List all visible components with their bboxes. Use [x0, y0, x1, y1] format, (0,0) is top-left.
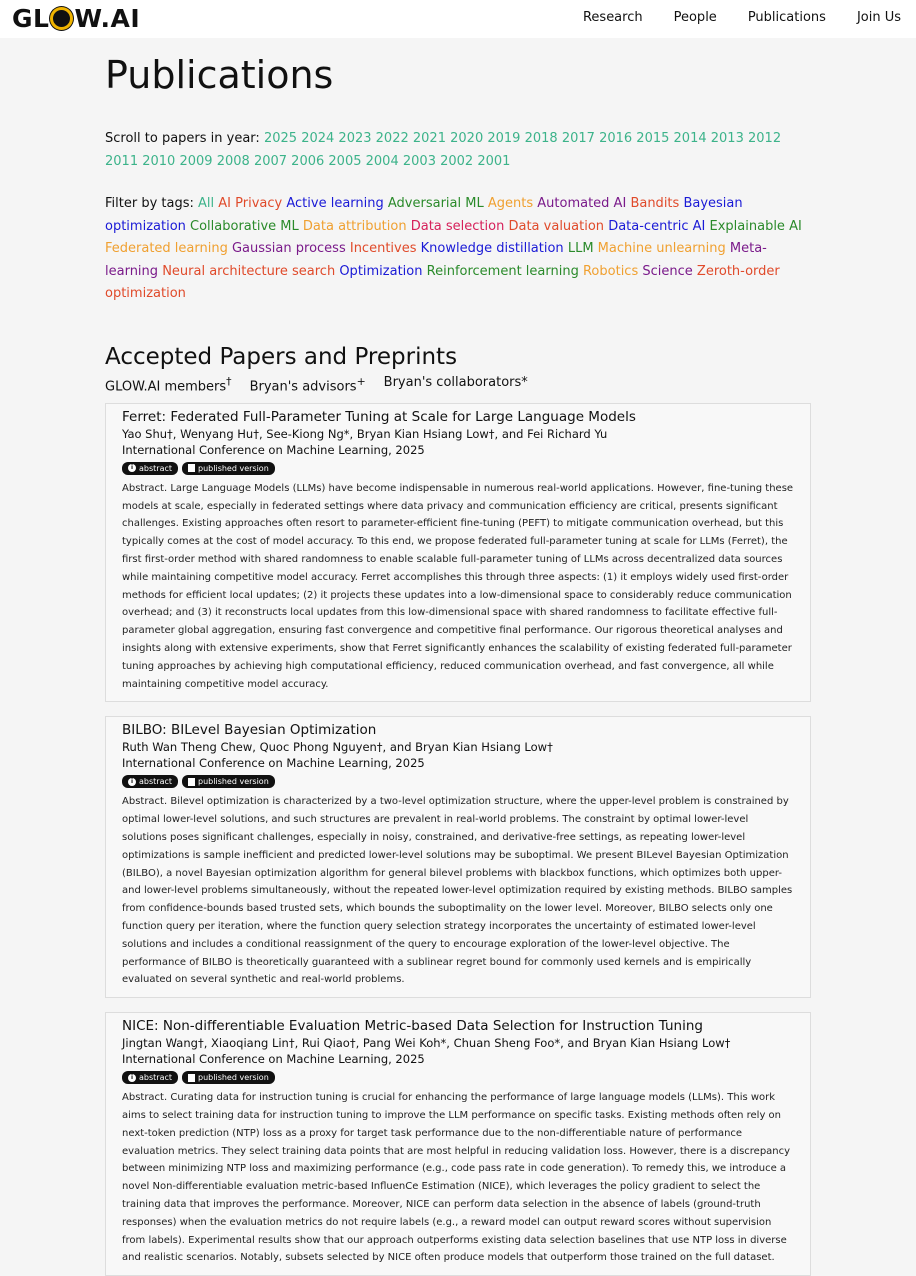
year-link[interactable]: 2017 — [561, 131, 595, 146]
section-title: Accepted Papers and Preprints — [105, 343, 458, 370]
book-icon — [188, 464, 195, 472]
paper-title[interactable]: NICE: Non-differentiable Evaluation Metric-based Data Selection for Instruction Tuning — [122, 1018, 703, 1035]
paper-authors: Ruth Wan Theng Chew, Quoc Phong Nguyen†, and Bryan Kian Hsiang Low† — [122, 740, 553, 755]
paper-title[interactable]: Ferret: Federated Full-Parameter Tuning at Scale for Large Language Models — [122, 408, 636, 425]
tag-link[interactable]: All — [198, 196, 215, 211]
tag-link[interactable]: Robotics — [582, 263, 639, 279]
year-scroll-bar — [105, 127, 811, 173]
year-link[interactable]: 2014 — [673, 131, 707, 146]
nav-research[interactable]: Research — [582, 10, 643, 25]
published-version-label: published version — [198, 463, 269, 473]
year-link[interactable]: 2013 — [710, 131, 744, 146]
year-link[interactable]: 2011 — [105, 154, 139, 169]
year-link[interactable]: 2010 — [142, 154, 176, 169]
info-icon: i — [128, 778, 136, 786]
legend-advisors-text: Bryan's advisors — [249, 378, 357, 394]
nav-publications[interactable]: Publications — [747, 10, 826, 25]
year-link[interactable]: 2012 — [748, 131, 782, 146]
year-link[interactable]: 2022 — [375, 131, 409, 146]
paper-buttons — [122, 462, 794, 475]
paper-buttons — [122, 1071, 794, 1084]
legend-members — [105, 375, 232, 394]
tag-link[interactable]: Gaussian process — [231, 241, 346, 256]
main-content — [105, 38, 811, 1276]
published-version-button[interactable] — [182, 1071, 275, 1084]
tag-link[interactable]: Knowledge distillation — [420, 241, 564, 256]
year-link[interactable]: 2009 — [179, 154, 213, 169]
tag-link[interactable]: Neural architecture search — [162, 263, 336, 279]
paper-card — [105, 716, 811, 998]
paper-abstract: Abstract. Large Language Models (LLMs) have become indispensable in numerous real-world applications. However, fine-tuning these models at scale, especially in federated settings where data privacy and communication efficiency are critical, presents significant challenges. Existing approaches often resort to parameter-efficient fine-tuning (PEFT) to mitigate communication overhead, but this typically comes at the cost of model accuracy. To this end, we propose federated full-parameter tuning at scale for LLMs (Ferret), the first first-order method with shared randomness to enable scalable full-parameter tuning of LLMs across decentralized data sources while maintaining competitive model accuracy. Ferret accomplishes this through three aspects: (1) it employs widely used first-order methods for efficient local updates; (2) it projects these updates into a low-dimensional space to considerably reduce communication overhead; and (3) it reconstructs local updates from this low-dimensional space with shared randomness to facilitate effective full-parameter global aggregation, ensuring fast convergence and competitive final performance. Our rigorous theoretical analyses and insights along with extensive experiments, show that Ferret significantly enhances the scalability of existing federated full-parameter tuning approaches by achieving high computational efficiency, reduced communication overhead, and fast convergence, all while maintaining competitive model accuracy. — [122, 482, 794, 690]
year-link[interactable]: 2021 — [412, 131, 446, 146]
year-link[interactable]: 2008 — [216, 154, 250, 169]
year-link[interactable]: 2001 — [477, 154, 511, 169]
tag-link[interactable]: Adversarial ML — [387, 196, 484, 211]
year-scroll-label: Scroll to papers in year: — [105, 131, 260, 146]
main-nav — [583, 10, 901, 25]
year-link[interactable]: 2016 — [599, 131, 633, 146]
tag-link[interactable]: Reinforcement learning — [426, 263, 579, 279]
year-link[interactable]: 2007 — [253, 154, 288, 169]
abstract-button[interactable] — [122, 775, 178, 788]
tag-link[interactable]: Machine unlearning — [597, 241, 726, 256]
info-icon: i — [128, 1074, 136, 1082]
logo-ring-icon — [50, 7, 73, 30]
abstract-button[interactable] — [122, 1071, 178, 1084]
tag-link[interactable]: Collaborative ML — [190, 218, 299, 234]
top-navbar — [0, 0, 916, 38]
tag-link[interactable]: Meta-learning — [105, 241, 767, 279]
abstract-button-label: abstract — [139, 777, 173, 787]
tag-link[interactable]: Data attribution — [302, 218, 407, 234]
book-icon — [188, 778, 195, 786]
year-link[interactable]: 2023 — [338, 131, 372, 146]
legend-members-mark: † — [226, 374, 232, 388]
year-link[interactable]: 2002 — [440, 154, 474, 169]
paper-card — [105, 1012, 811, 1276]
logo-text-left: GL — [12, 4, 50, 33]
year-link[interactable]: 2003 — [402, 154, 436, 169]
tag-link-list — [105, 196, 802, 301]
published-version-label: published version — [198, 1073, 269, 1083]
year-link[interactable]: 2024 — [301, 131, 335, 146]
book-icon — [188, 1074, 195, 1082]
tag-link[interactable]: Zeroth-order optimization — [105, 263, 780, 301]
tag-link[interactable]: Data selection — [410, 218, 505, 234]
abstract-button-label: abstract — [139, 463, 173, 473]
year-link[interactable]: 2018 — [524, 131, 558, 146]
paper-buttons — [122, 775, 794, 788]
nav-people[interactable]: People — [673, 10, 717, 25]
paper-venue: International Conference on Machine Learning, 2025 — [122, 756, 425, 771]
logo-text-right: W.AI — [74, 4, 141, 33]
info-icon: i — [128, 464, 136, 472]
glow-ai-logo[interactable] — [12, 4, 140, 33]
paper-abstract: Abstract. Bilevel optimization is characterized by a two-level optimization structure, where the upper-level problem is constrained by optimal lower-level solutions, and such structures are prevalent in real-world problems. The constraint by optimal lower-level solutions poses significant challenges, especially in noisy, constrained, and derivative-free settings, as repeating lower-level optimizations is sample inefficient and predicted lower-level solutions may be suboptimal. We present BILevel Bayesian Optimization (BILBO), a novel Bayesian optimization algorithm for general bilevel problems with blackbox functions, which optimizes both upper- and lower-level problems simultaneously, without the repeated lower-level optimization required by existing methods. BILBO samples from confidence-bounds based trusted sets, which bounds the suboptimality on the lower level. Moreover, BILBO selects only one function query per iteration, where the function query selection strategy incorporates the uncertainty of estimated lower-level solutions and includes a conditional reassignment of the query to encourage exploration of the lower-level objective. The performance of BILBO is theoretically guaranteed with a sublinear regret bound for commonly used kernels and is empirically evaluated on several synthetic and real-world problems. — [122, 796, 793, 986]
tag-link[interactable]: Optimization — [339, 263, 423, 279]
paper-list — [105, 403, 811, 1276]
year-link[interactable]: 2004 — [365, 154, 399, 169]
author-legend — [105, 375, 811, 394]
year-link[interactable]: 2006 — [291, 154, 325, 169]
legend-collaborators: Bryan's collaborators* — [383, 374, 528, 390]
tag-link[interactable]: LLM — [567, 241, 594, 256]
tag-link[interactable]: Bandits — [630, 196, 680, 211]
paper-venue: International Conference on Machine Learning, 2025 — [122, 442, 425, 457]
nav-join-us[interactable]: Join Us — [856, 10, 901, 25]
published-version-button[interactable] — [182, 775, 275, 788]
paper-card — [105, 403, 811, 703]
paper-title[interactable]: BILBO: BILevel Bayesian Optimization — [122, 722, 377, 739]
tag-filter-bar — [105, 193, 811, 306]
legend-advisors — [250, 375, 366, 394]
published-version-button[interactable] — [182, 462, 275, 475]
paper-venue: International Conference on Machine Learning, 2025 — [122, 1052, 425, 1067]
abstract-button-label: abstract — [139, 1073, 173, 1083]
tag-filter-label: Filter by tags: — [105, 196, 194, 211]
tag-link[interactable]: Active learning — [286, 196, 384, 211]
tag-link[interactable]: Data-centric AI — [608, 218, 706, 234]
tag-link[interactable]: Data valuation — [508, 218, 605, 234]
year-link[interactable]: 2019 — [487, 131, 521, 146]
paper-authors: Yao Shu†, Wenyang Hu†, See-Kiong Ng*, Bryan Kian Hsiang Low†, and Fei Richard Yu — [122, 426, 608, 441]
tag-link[interactable]: Explainable AI — [709, 218, 802, 234]
legend-members-text: GLOW.AI members — [105, 378, 227, 394]
paper-abstract: Abstract. Curating data for instruction tuning is crucial for enhancing the performance of large language models (LLMs). This work aims to select training data for instruction tuning to improve the LLM performance on specific tasks. Existing methods often rely on next-token prediction (NTP) loss as a proxy for target task performance due to the non-differentiable nature of performance evaluation metrics. They select training data points that are most helpful in reducing validation loss. However, there is a discrepancy between minimizing NTP loss and maximizing performance (e.g., code pass rate in code generation). To remedy this, we introduce a novel Non-differentiable evaluation metric-based InfluenCe Estimation (NICE), which leverages the policy gradient to select the training data that improves the performance. Moreover, NICE can perform data selection in the absence of labels (ground-truth responses) when the evaluation metrics do not require labels (e.g., a reward model can output reward scores without supervision from labels). Experimental results show that our approach outperforms existing data selection baselines that use NTP loss in diverse and realistic scenarios. Notably, subsets selected by NICE often produce models that outperform those trained on the full dataset. — [122, 1092, 791, 1264]
tag-link[interactable]: Federated learning — [105, 241, 228, 256]
paper-authors: Jingtan Wang†, Xiaoqiang Lin†, Rui Qiao†, Pang Wei Koh*, Chuan Sheng Foo*, and Bryan Kian Hsiang Low† — [122, 1036, 731, 1051]
page-title: Publications — [105, 53, 334, 97]
tag-link[interactable]: Science — [642, 263, 693, 279]
tag-link[interactable]: Bayesian optimization — [105, 196, 743, 234]
year-link[interactable]: 2020 — [450, 131, 484, 146]
tag-link[interactable]: AI Privacy — [218, 196, 283, 211]
year-link[interactable]: 2025 — [263, 131, 298, 146]
tag-link[interactable]: Incentives — [349, 241, 417, 256]
tag-link[interactable]: Automated AI — [537, 196, 627, 211]
legend-advisors-mark: + — [356, 374, 366, 388]
abstract-button[interactable] — [122, 462, 178, 475]
published-version-label: published version — [198, 777, 269, 787]
year-link[interactable]: 2015 — [636, 131, 670, 146]
year-link[interactable]: 2005 — [328, 154, 362, 169]
tag-link[interactable]: Agents — [487, 196, 534, 211]
